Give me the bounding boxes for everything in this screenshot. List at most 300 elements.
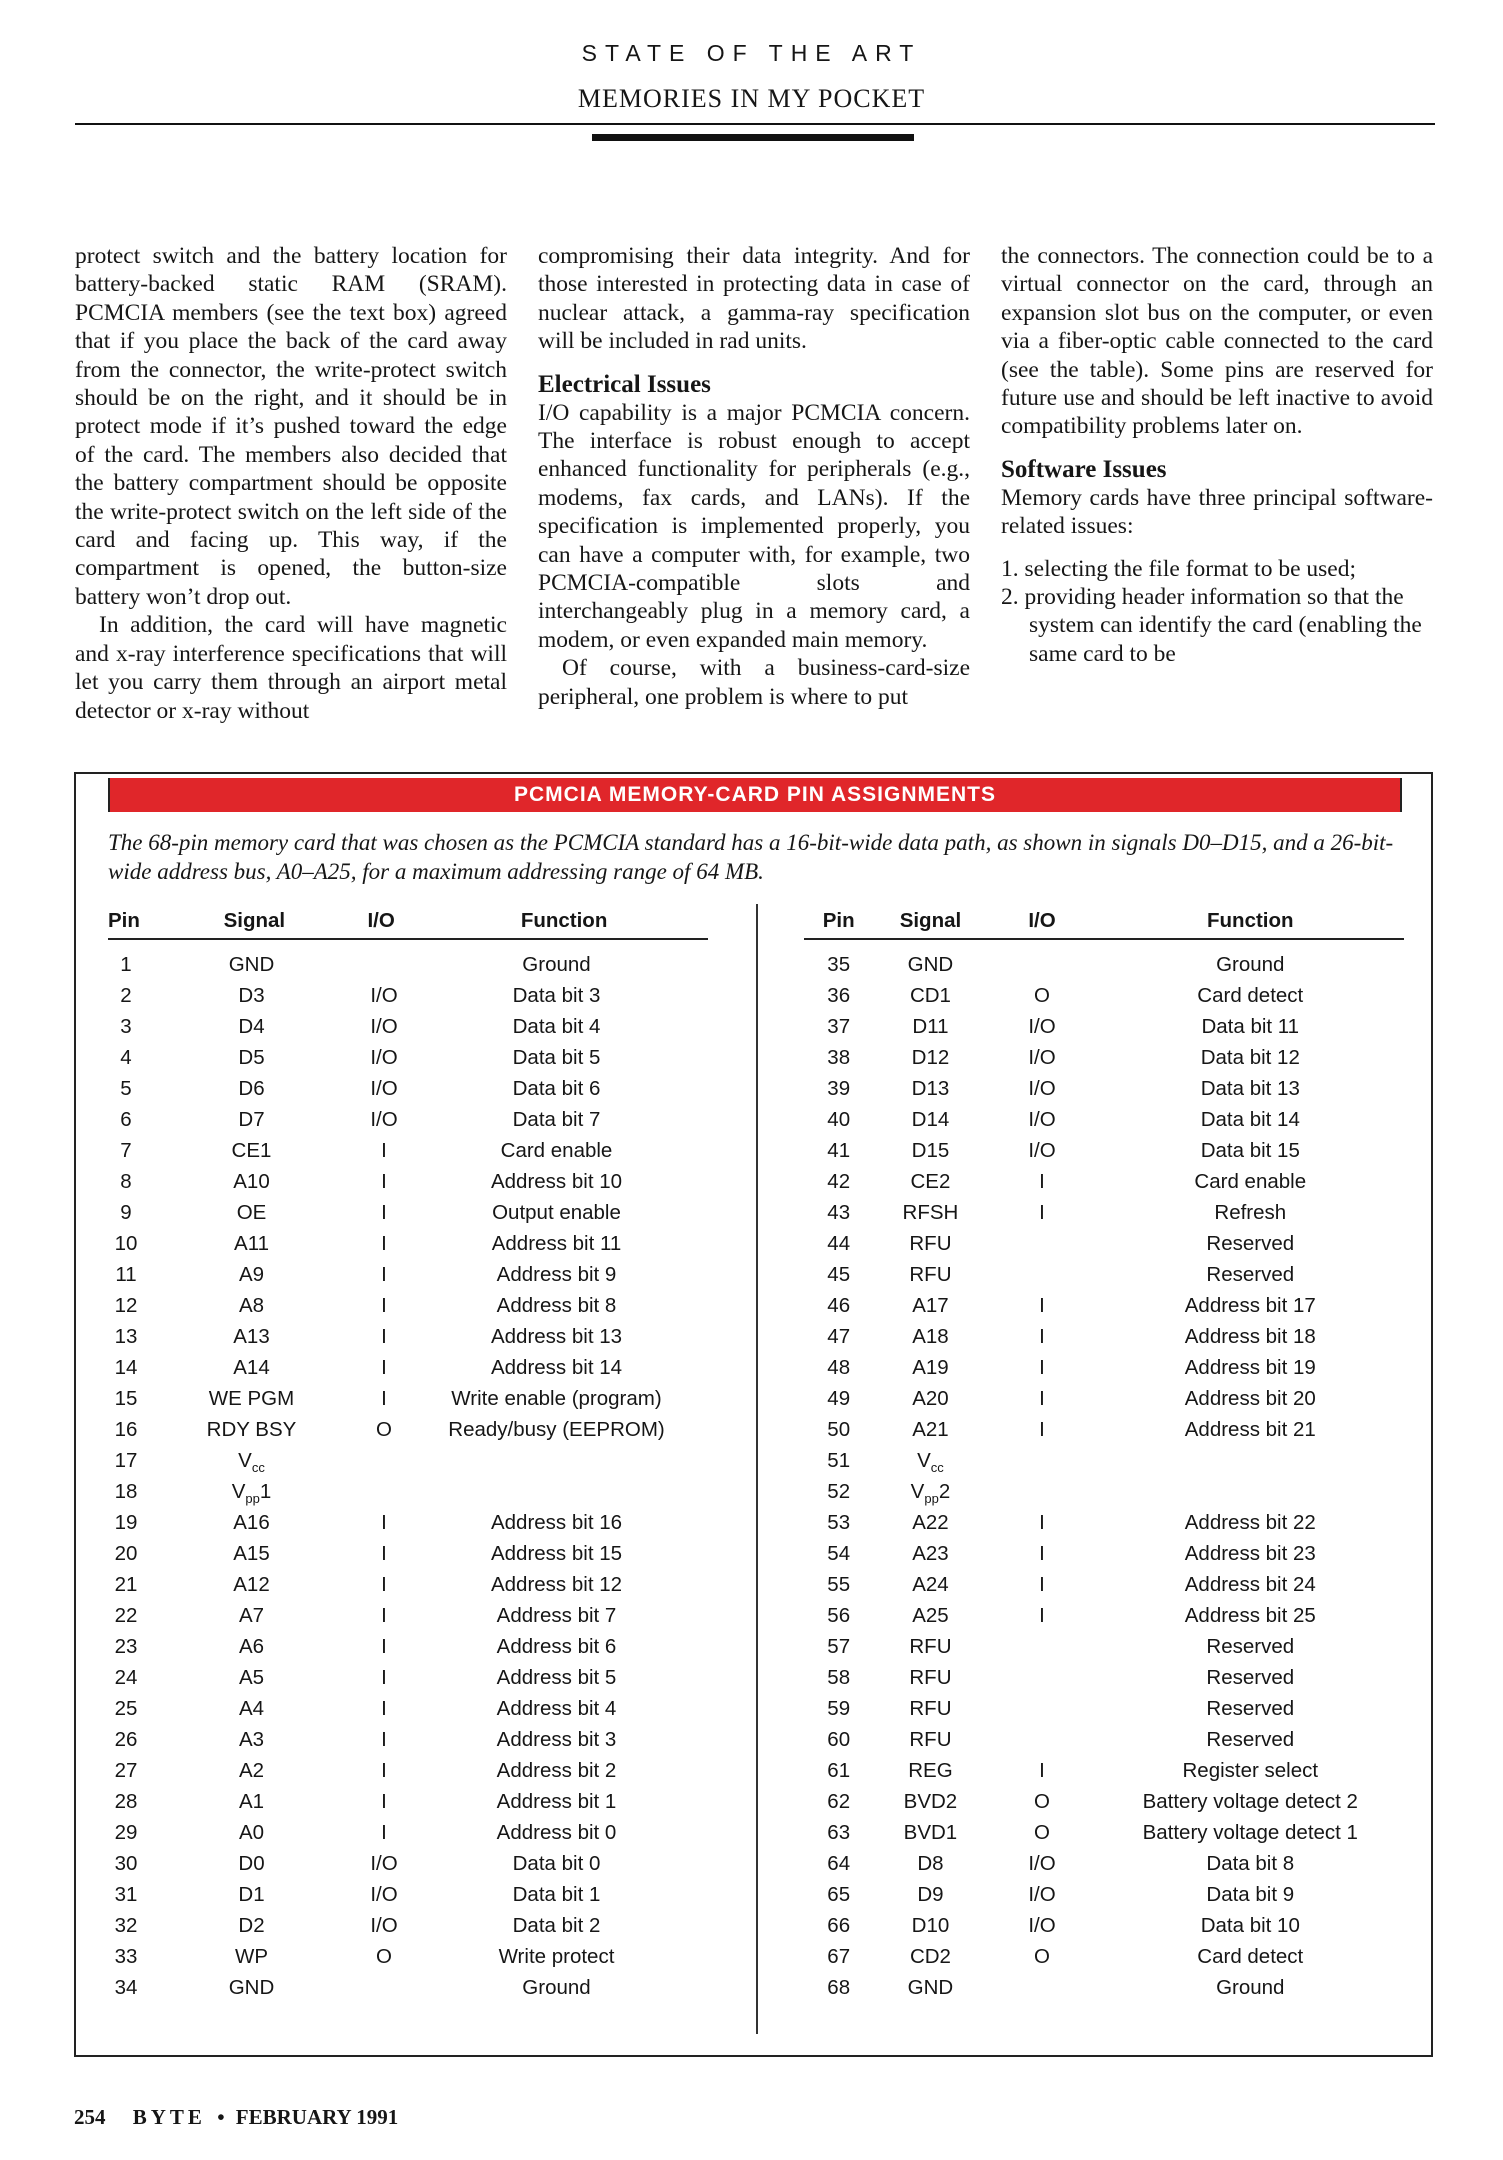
function-cell: Address bit 5 bbox=[496, 1666, 617, 1689]
signal-cell: A13 bbox=[233, 1325, 270, 1348]
signal-cell: D1 bbox=[238, 1883, 265, 1906]
io-cell: I bbox=[381, 1666, 387, 1689]
io-cell: I/O bbox=[370, 1883, 398, 1906]
io-cell: I bbox=[1039, 1604, 1045, 1627]
signal-cell: A4 bbox=[238, 1697, 265, 1720]
table-row bbox=[108, 1290, 708, 1321]
header-signal: Signal bbox=[899, 909, 962, 932]
pin-assignment-box bbox=[74, 772, 1433, 2057]
signal-cell: D3 bbox=[238, 984, 265, 1007]
table-row bbox=[108, 1538, 708, 1569]
pin-cell: 53 bbox=[827, 1511, 851, 1534]
pin-cell: 3 bbox=[120, 1015, 132, 1038]
table-row bbox=[108, 1414, 708, 1445]
page-footer bbox=[74, 2105, 398, 2130]
paragraph: In addition, the card will have magnetic and x-ray interference specifications that will let you carry them through an airport metal detector or x-ray without bbox=[75, 612, 507, 724]
table-row bbox=[108, 949, 708, 980]
pin-cell: 56 bbox=[827, 1604, 851, 1627]
pin-cell: 19 bbox=[114, 1511, 138, 1534]
header-io: I/O bbox=[367, 909, 395, 932]
function-cell: Address bit 25 bbox=[1184, 1604, 1316, 1627]
pin-cell: 48 bbox=[827, 1356, 851, 1379]
function-cell: Data bit 10 bbox=[1200, 1914, 1300, 1937]
pin-cell: 28 bbox=[114, 1790, 138, 1813]
function-cell: Address bit 1 bbox=[496, 1790, 617, 1813]
pin-cell: 25 bbox=[114, 1697, 138, 1720]
table-row bbox=[108, 1228, 708, 1259]
table-row bbox=[804, 1352, 1404, 1383]
signal-cell: D14 bbox=[911, 1108, 950, 1131]
signal-cell: A6 bbox=[238, 1635, 265, 1658]
io-cell: I bbox=[381, 1697, 387, 1720]
io-cell: O bbox=[376, 1945, 392, 1968]
function-cell: Address bit 4 bbox=[496, 1697, 617, 1720]
io-cell bbox=[987, 1724, 1096, 1755]
table-row bbox=[108, 1972, 708, 2003]
function-cell: Address bit 6 bbox=[496, 1635, 617, 1658]
function-cell: Address bit 12 bbox=[490, 1573, 623, 1596]
io-cell: I bbox=[1039, 1511, 1045, 1534]
table-row bbox=[804, 1972, 1404, 2003]
function-cell: Address bit 24 bbox=[1184, 1573, 1316, 1596]
pin-cell: 55 bbox=[827, 1573, 851, 1596]
io-cell: I bbox=[381, 1728, 387, 1751]
function-cell bbox=[409, 1445, 704, 1476]
function-cell: Write enable (program) bbox=[451, 1387, 662, 1410]
pin-cell: 52 bbox=[827, 1480, 851, 1503]
pin-cell: 61 bbox=[827, 1759, 851, 1782]
signal-cell: RFU bbox=[909, 1635, 952, 1658]
signal-cell: A20 bbox=[912, 1387, 949, 1410]
io-cell: I/O bbox=[1028, 1914, 1056, 1937]
header-function: Function bbox=[1207, 909, 1294, 932]
pin-cell: 45 bbox=[827, 1263, 851, 1286]
table-row bbox=[108, 1879, 708, 1910]
pin-cell: 51 bbox=[827, 1449, 851, 1472]
header-pin: Pin bbox=[108, 909, 140, 932]
table-row bbox=[108, 1259, 708, 1290]
function-cell: Data bit 3 bbox=[512, 984, 601, 1007]
pin-cell: 15 bbox=[114, 1387, 138, 1410]
page-number: 254 bbox=[74, 2105, 106, 2129]
function-cell: Reserved bbox=[1206, 1728, 1295, 1751]
table-row bbox=[108, 1321, 708, 1352]
io-cell: I bbox=[1039, 1294, 1045, 1317]
function-cell: Data bit 8 bbox=[1206, 1852, 1295, 1875]
signal-cell: D9 bbox=[917, 1883, 944, 1906]
table-row bbox=[108, 1011, 708, 1042]
io-cell: I bbox=[381, 1201, 387, 1224]
pin-cell: 67 bbox=[827, 1945, 851, 1968]
pin-cell: 50 bbox=[827, 1418, 851, 1441]
pin-cell: 12 bbox=[114, 1294, 138, 1317]
text-column-1 bbox=[75, 242, 507, 725]
table-row bbox=[804, 1445, 1404, 1476]
pin-cell: 16 bbox=[114, 1418, 138, 1441]
function-cell: Address bit 11 bbox=[491, 1232, 622, 1255]
io-cell: I bbox=[381, 1232, 387, 1255]
io-cell bbox=[987, 1259, 1096, 1290]
function-cell: Data bit 2 bbox=[512, 1914, 601, 1937]
table-row bbox=[804, 1569, 1404, 1600]
function-cell: Battery voltage detect 1 bbox=[1142, 1821, 1358, 1844]
table-row bbox=[804, 1724, 1404, 1755]
table-row bbox=[804, 1476, 1404, 1507]
signal-cell: A23 bbox=[912, 1542, 949, 1565]
pin-cell: 5 bbox=[120, 1077, 132, 1100]
function-cell: Address bit 22 bbox=[1184, 1511, 1316, 1534]
signal-cell: BVD2 bbox=[903, 1790, 958, 1813]
pin-cell: 21 bbox=[114, 1573, 138, 1596]
signal-cell: CD1 bbox=[909, 984, 951, 1007]
function-cell: Card enable bbox=[1194, 1170, 1307, 1193]
function-cell: Reserved bbox=[1206, 1635, 1295, 1658]
pin-cell: 17 bbox=[114, 1449, 138, 1472]
pin-cell: 1 bbox=[120, 953, 132, 976]
io-cell: I bbox=[381, 1356, 387, 1379]
signal-cell: A19 bbox=[912, 1356, 949, 1379]
io-cell: I bbox=[1039, 1759, 1045, 1782]
function-cell bbox=[409, 1476, 704, 1507]
signal-cell: A21 bbox=[912, 1418, 949, 1441]
io-cell: I bbox=[381, 1573, 387, 1596]
signal-cell: D12 bbox=[911, 1046, 950, 1069]
pin-cell: 40 bbox=[827, 1108, 851, 1131]
io-cell: I/O bbox=[370, 1015, 398, 1038]
table-row bbox=[108, 1352, 708, 1383]
signal-cell: A14 bbox=[233, 1356, 270, 1379]
io-cell: I bbox=[1039, 1356, 1045, 1379]
io-cell bbox=[987, 1972, 1096, 2003]
table-row bbox=[804, 1011, 1404, 1042]
function-cell: Data bit 15 bbox=[1200, 1139, 1300, 1162]
pin-cell: 59 bbox=[827, 1697, 851, 1720]
function-cell: Ready/busy (EEPROM) bbox=[448, 1418, 665, 1441]
header-function: Function bbox=[520, 909, 608, 932]
function-cell: Data bit 4 bbox=[512, 1015, 601, 1038]
table-row bbox=[804, 1073, 1404, 1104]
table-row bbox=[108, 1693, 708, 1724]
function-cell: Ground bbox=[522, 953, 591, 976]
function-cell: Reserved bbox=[1206, 1232, 1295, 1255]
pin-table-right bbox=[804, 904, 1404, 2003]
table-row bbox=[804, 1042, 1404, 1073]
pin-cell: 34 bbox=[114, 1976, 138, 1999]
function-cell: Address bit 10 bbox=[490, 1170, 623, 1193]
io-cell: I bbox=[381, 1263, 387, 1286]
io-cell bbox=[987, 1662, 1096, 1693]
function-cell: Address bit 8 bbox=[496, 1294, 617, 1317]
table-row bbox=[804, 1538, 1404, 1569]
table-row bbox=[108, 1724, 708, 1755]
table-row bbox=[108, 1941, 708, 1972]
pin-cell: 8 bbox=[120, 1170, 132, 1193]
list-item: 2. providing header information so that the system can identify the card (enabling the same card to be bbox=[1001, 584, 1422, 667]
function-cell: Data bit 14 bbox=[1200, 1108, 1300, 1131]
pin-cell: 2 bbox=[120, 984, 132, 1007]
pin-cell: 41 bbox=[827, 1139, 851, 1162]
io-cell: I/O bbox=[1028, 1108, 1056, 1131]
section-heading: Electrical Issues bbox=[538, 370, 711, 398]
table-row bbox=[804, 1786, 1404, 1817]
pin-cell: 9 bbox=[120, 1201, 132, 1224]
signal-cell: D0 bbox=[238, 1852, 265, 1875]
function-cell bbox=[1097, 1476, 1404, 1507]
table-row bbox=[108, 1662, 708, 1693]
signal-cell: A17 bbox=[912, 1294, 949, 1317]
signal-cell: A24 bbox=[912, 1573, 949, 1596]
function-cell: Reserved bbox=[1206, 1697, 1295, 1720]
pin-cell: 68 bbox=[827, 1976, 851, 1999]
table-row bbox=[108, 1910, 708, 1941]
table-header bbox=[804, 904, 1404, 940]
pin-cell: 39 bbox=[827, 1077, 851, 1100]
table-row bbox=[804, 1941, 1404, 1972]
table-caption: The 68-pin memory card that was chosen as the PCMCIA standard has a 16-bit-wide data path, as shown in signals D0–D15, and a 26-bit-wide address bus, A0–A25, for a maximum addressing range of 64 MB. bbox=[108, 830, 1394, 884]
pin-cell: 14 bbox=[114, 1356, 138, 1379]
pin-cell: 66 bbox=[827, 1914, 851, 1937]
signal-cell: CD2 bbox=[909, 1945, 951, 1968]
table-row bbox=[804, 1104, 1404, 1135]
pin-cell: 58 bbox=[827, 1666, 851, 1689]
table-row bbox=[108, 1197, 708, 1228]
io-cell bbox=[987, 1631, 1096, 1662]
text-column-3 bbox=[1001, 242, 1433, 668]
table-row bbox=[108, 1817, 708, 1848]
function-cell: Register select bbox=[1182, 1759, 1319, 1782]
signal-cell: D8 bbox=[917, 1852, 944, 1875]
table-row bbox=[804, 1166, 1404, 1197]
io-cell: I/O bbox=[1028, 1046, 1056, 1069]
io-cell: I/O bbox=[1028, 1015, 1056, 1038]
signal-cell: D2 bbox=[238, 1914, 265, 1937]
function-cell: Data bit 5 bbox=[512, 1046, 601, 1069]
pin-cell: 20 bbox=[114, 1542, 138, 1565]
function-cell: Data bit 1 bbox=[512, 1883, 601, 1906]
signal-cell: WE PGM bbox=[208, 1387, 295, 1410]
pin-cell: 11 bbox=[115, 1263, 137, 1286]
table-row bbox=[804, 1414, 1404, 1445]
io-cell bbox=[359, 1972, 409, 2003]
pin-cell: 60 bbox=[827, 1728, 851, 1751]
pin-table-left bbox=[108, 904, 708, 2003]
signal-cell: A16 bbox=[233, 1511, 270, 1534]
table-row bbox=[804, 1197, 1404, 1228]
function-cell: Address bit 16 bbox=[490, 1511, 623, 1534]
signal-cell: CE1 bbox=[231, 1139, 272, 1162]
header-signal: Signal bbox=[223, 909, 286, 932]
io-cell: I bbox=[381, 1325, 387, 1348]
signal-cell: A9 bbox=[238, 1263, 265, 1286]
header-bar bbox=[592, 134, 914, 141]
pin-cell: 49 bbox=[827, 1387, 851, 1410]
io-cell bbox=[359, 949, 409, 980]
table-row bbox=[804, 1755, 1404, 1786]
table-row bbox=[108, 1600, 708, 1631]
pin-cell: 36 bbox=[827, 984, 851, 1007]
header-pin: Pin bbox=[822, 909, 855, 932]
issue-date: FEBRUARY 1991 bbox=[235, 2105, 399, 2129]
io-cell: I bbox=[381, 1542, 387, 1565]
signal-cell: A8 bbox=[238, 1294, 265, 1317]
pin-cell: 30 bbox=[114, 1852, 138, 1875]
io-cell: O bbox=[376, 1418, 392, 1441]
io-cell: I/O bbox=[370, 1046, 398, 1069]
function-cell: Address bit 15 bbox=[490, 1542, 623, 1565]
signal-cell: A7 bbox=[238, 1604, 265, 1627]
paragraph: Of course, with a business-card-size peripheral, one problem is where to put bbox=[538, 655, 970, 710]
function-cell: Ground bbox=[522, 1976, 591, 1999]
signal-cell: $V_{cc}$ bbox=[917, 1449, 944, 1476]
table-row bbox=[108, 1135, 708, 1166]
pin-cell: 63 bbox=[827, 1821, 851, 1844]
signal-cell: D13 bbox=[911, 1077, 950, 1100]
table-row bbox=[108, 1383, 708, 1414]
signal-cell: D5 bbox=[238, 1046, 265, 1069]
signal-cell: GND bbox=[907, 1976, 954, 1999]
pin-cell: 7 bbox=[120, 1139, 132, 1162]
signal-cell: A22 bbox=[912, 1511, 949, 1534]
io-cell: I bbox=[381, 1139, 387, 1162]
signal-cell: A2 bbox=[238, 1759, 265, 1782]
io-cell: I/O bbox=[370, 1108, 398, 1131]
pin-cell: 38 bbox=[827, 1046, 851, 1069]
io-cell bbox=[987, 1228, 1096, 1259]
table-row bbox=[804, 1817, 1404, 1848]
text-column-2 bbox=[538, 242, 970, 711]
function-cell: Address bit 2 bbox=[496, 1759, 617, 1782]
signal-cell: A5 bbox=[238, 1666, 265, 1689]
function-cell: Address bit 18 bbox=[1184, 1325, 1316, 1348]
function-cell: Battery voltage detect 2 bbox=[1142, 1790, 1358, 1813]
function-cell: Reserved bbox=[1206, 1263, 1295, 1286]
function-cell: Ground bbox=[1216, 1976, 1285, 1999]
pin-cell: 65 bbox=[827, 1883, 851, 1906]
table-row bbox=[108, 1786, 708, 1817]
signal-cell: A12 bbox=[233, 1573, 270, 1596]
io-cell: I bbox=[1039, 1387, 1045, 1410]
io-cell: I bbox=[1039, 1170, 1045, 1193]
signal-cell: RDY BSY bbox=[206, 1418, 297, 1441]
io-cell: I bbox=[381, 1294, 387, 1317]
io-cell bbox=[359, 1476, 409, 1507]
io-cell bbox=[987, 949, 1096, 980]
table-row bbox=[804, 1383, 1404, 1414]
table-row bbox=[108, 1848, 708, 1879]
table-row bbox=[804, 1600, 1404, 1631]
paragraph: Memory cards have three principal software-related issues: bbox=[1001, 484, 1433, 540]
function-cell: Address bit 13 bbox=[490, 1325, 623, 1348]
column-divider bbox=[756, 904, 758, 2034]
table-row bbox=[804, 1259, 1404, 1290]
table-row bbox=[804, 1693, 1404, 1724]
io-cell: I bbox=[1039, 1542, 1045, 1565]
table-row bbox=[804, 1848, 1404, 1879]
function-cell: Card enable bbox=[500, 1139, 613, 1162]
pin-cell: 24 bbox=[114, 1666, 138, 1689]
table-row bbox=[804, 980, 1404, 1011]
signal-cell: A0 bbox=[238, 1821, 265, 1844]
paragraph: protect switch and the battery location for battery-backed static RAM (SRAM). PCMCIA members (see the text box) agreed that if you place the back of the card away from the connector, the write-protect switch should be on the right, and it should be in protect mode if it’s pushed toward the edge of the card. The members also decided that the battery compartment should be opposite the write-protect switch on the left side of the card and facing up. This way, if the compartment is opened, the button-size battery won’t drop out. bbox=[75, 243, 507, 610]
signal-cell: A15 bbox=[233, 1542, 270, 1565]
io-cell: I bbox=[381, 1790, 387, 1813]
signal-cell: RFSH bbox=[902, 1201, 959, 1224]
io-cell: O bbox=[1034, 1790, 1050, 1813]
table-row bbox=[108, 1507, 708, 1538]
pin-cell: 33 bbox=[114, 1945, 138, 1968]
table-row bbox=[804, 949, 1404, 980]
function-cell: Address bit 17 bbox=[1184, 1294, 1316, 1317]
pin-cell: 43 bbox=[827, 1201, 851, 1224]
function-cell: Address bit 23 bbox=[1184, 1542, 1316, 1565]
io-cell: I/O bbox=[1028, 1077, 1056, 1100]
function-cell: Data bit 9 bbox=[1206, 1883, 1295, 1906]
io-cell: O bbox=[1034, 1821, 1050, 1844]
header-kicker: STATE OF THE ART bbox=[581, 40, 922, 66]
pin-cell: 32 bbox=[114, 1914, 138, 1937]
pin-cell: 27 bbox=[114, 1759, 138, 1782]
function-cell: Address bit 0 bbox=[496, 1821, 617, 1844]
function-cell: Output enable bbox=[492, 1201, 621, 1224]
pin-cell: 57 bbox=[827, 1635, 851, 1658]
list-item: 1. selecting the file format to be used; bbox=[1001, 555, 1357, 582]
signal-cell: A1 bbox=[238, 1790, 265, 1813]
table-row bbox=[804, 1321, 1404, 1352]
function-cell: Reserved bbox=[1206, 1666, 1295, 1689]
pin-cell: 23 bbox=[114, 1635, 138, 1658]
pin-cell: 26 bbox=[114, 1728, 138, 1751]
signal-cell: CE2 bbox=[910, 1170, 951, 1193]
io-cell: I/O bbox=[1028, 1883, 1056, 1906]
table-rows bbox=[108, 949, 708, 2003]
pin-cell: 4 bbox=[120, 1046, 132, 1069]
pin-cell: 35 bbox=[827, 953, 851, 976]
pin-cell: 6 bbox=[120, 1108, 132, 1131]
footer-separator: • bbox=[217, 2105, 225, 2129]
table-row bbox=[804, 1879, 1404, 1910]
table-row bbox=[108, 1445, 708, 1476]
table-row bbox=[804, 1135, 1404, 1166]
table-row bbox=[108, 1569, 708, 1600]
function-cell: Address bit 7 bbox=[496, 1604, 617, 1627]
header-io: I/O bbox=[1028, 909, 1056, 932]
signal-cell: REG bbox=[908, 1759, 953, 1782]
signal-cell: A3 bbox=[238, 1728, 265, 1751]
pin-cell: 13 bbox=[114, 1325, 138, 1348]
io-cell: I bbox=[381, 1511, 387, 1534]
function-cell: Ground bbox=[1216, 953, 1285, 976]
signal-cell: $V_{cc}$ bbox=[238, 1449, 265, 1476]
io-cell: I bbox=[381, 1759, 387, 1782]
function-cell: Data bit 6 bbox=[512, 1077, 601, 1100]
function-cell: Data bit 12 bbox=[1200, 1046, 1300, 1069]
paragraph: compromising their data integrity. And for those interested in protecting data in case of nuclear attack, a gamma-ray specification will be included in rad units. bbox=[538, 243, 970, 355]
io-cell bbox=[987, 1445, 1096, 1476]
pin-cell: 22 bbox=[114, 1604, 138, 1627]
signal-cell: D4 bbox=[238, 1015, 265, 1038]
section-heading: Software Issues bbox=[1001, 455, 1167, 483]
signal-cell: OE bbox=[236, 1201, 267, 1224]
table-row bbox=[108, 1476, 708, 1507]
io-cell: I bbox=[1039, 1573, 1045, 1596]
function-cell: Data bit 0 bbox=[512, 1852, 601, 1875]
io-cell bbox=[987, 1693, 1096, 1724]
signal-cell: $V_{pp}1$ bbox=[231, 1480, 272, 1507]
function-cell: Card detect bbox=[1197, 984, 1304, 1007]
function-cell: Address bit 9 bbox=[496, 1263, 617, 1286]
function-cell: Address bit 21 bbox=[1184, 1418, 1316, 1441]
table-row bbox=[804, 1631, 1404, 1662]
